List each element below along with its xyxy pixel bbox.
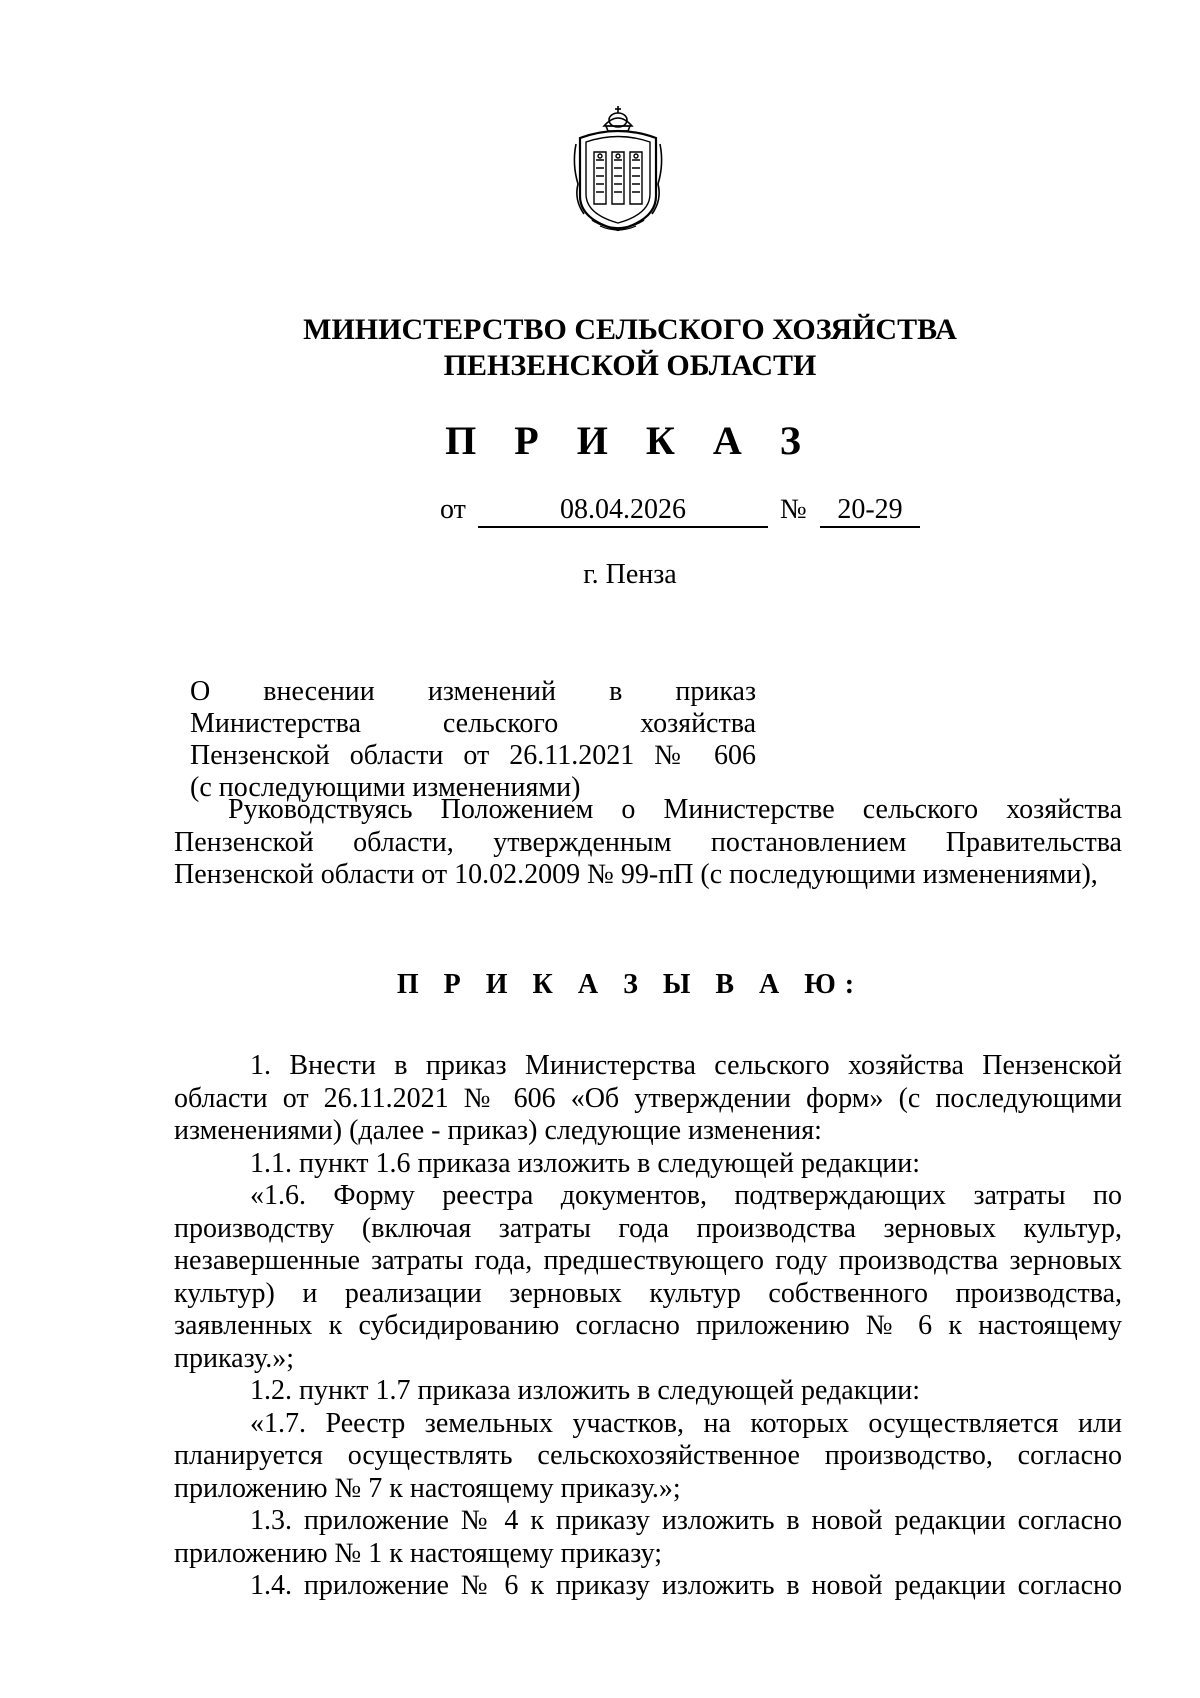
item-line: приложению № 1 к настоящему приказу; — [174, 1537, 663, 1569]
order-date-number-line — [440, 492, 920, 528]
item-line: «1.7. Реестр земельных участков, на которых осуществляется или — [250, 1407, 1122, 1439]
penza-coat-of-arms-icon — [570, 104, 666, 238]
item-line: приказу.»; — [174, 1342, 295, 1374]
item-line: 1.1. пункт 1.6 приказа изложить в следующей редакции: — [250, 1147, 921, 1179]
subject-line: О внесении изменений в приказ — [190, 676, 756, 707]
subject-line: Министерства сельского хозяйства — [190, 708, 756, 739]
order-items — [174, 1050, 1122, 1603]
order-date: 08.04.2026 — [478, 492, 768, 528]
ministry-name-line1: МИНИСТЕРСТВО СЕЛЬСКОГО ХОЗЯЙСТВА — [303, 313, 957, 346]
item-line: приложению № 7 к настоящему приказу.»; — [174, 1472, 681, 1504]
preamble — [174, 794, 1122, 892]
preamble-line: Пензенской области, утвержденным постановлением Правительства — [174, 826, 1122, 858]
subject-line: (с последующими изменениями) — [190, 772, 581, 803]
order-subject — [190, 676, 756, 804]
item-line: 1.4. приложение № 6 к приказу изложить в новой редакции согласно — [250, 1570, 1122, 1601]
item-line: «1.6. Форму реестра документов, подтверждающих затраты по — [250, 1180, 1122, 1211]
preamble-line: Пензенской области от 10.02.2009 № 99-пП (с последующими изменениями), — [174, 859, 1098, 890]
ministry-name — [300, 312, 960, 384]
city: г. Пенза — [583, 559, 677, 590]
item-line: 1.3. приложение № 4 к приказу изложить в новой редакции согласно — [250, 1505, 1122, 1536]
order-number: 20-29 — [820, 492, 920, 528]
item-line: незавершенные затраты года, предшествующего году производства зерновых — [174, 1245, 1122, 1276]
subject-line: Пензенской области от 26.11.2021 № 606 — [190, 740, 756, 771]
from-label: от — [440, 494, 466, 525]
item-line: производству (включая затраты года производства зерновых культур, — [174, 1212, 1122, 1244]
number-label: № — [780, 494, 807, 525]
order-title: П Р И К А З — [445, 418, 815, 463]
item-line: культур) и реализации зерновых культур собственного производства, — [174, 1277, 1122, 1309]
preamble-line: Руководствуясь Положением о Министерстве сельского хозяйства — [228, 794, 1122, 825]
item-line: изменениями) (далее - приказ) следующие изменения: — [174, 1115, 822, 1146]
ministry-name-line2: ПЕНЗЕНСКОЙ ОБЛАСТИ — [443, 349, 817, 382]
item-line: 1. Внести в приказ Министерства сельского хозяйства Пензенской — [250, 1050, 1122, 1081]
item-line: области от 26.11.2021 № 606 «Об утверждении форм» (с последующими — [174, 1082, 1122, 1114]
item-line: заявленных к субсидированию согласно приложению № 6 к настоящему — [174, 1310, 1122, 1341]
item-line: 1.2. пункт 1.7 приказа изложить в следующей редакции: — [250, 1375, 921, 1406]
decree-heading: П Р И К А З Ы В А Ю: — [396, 969, 864, 1000]
item-line: планируется осуществлять сельскохозяйственное производство, согласно — [174, 1440, 1122, 1471]
